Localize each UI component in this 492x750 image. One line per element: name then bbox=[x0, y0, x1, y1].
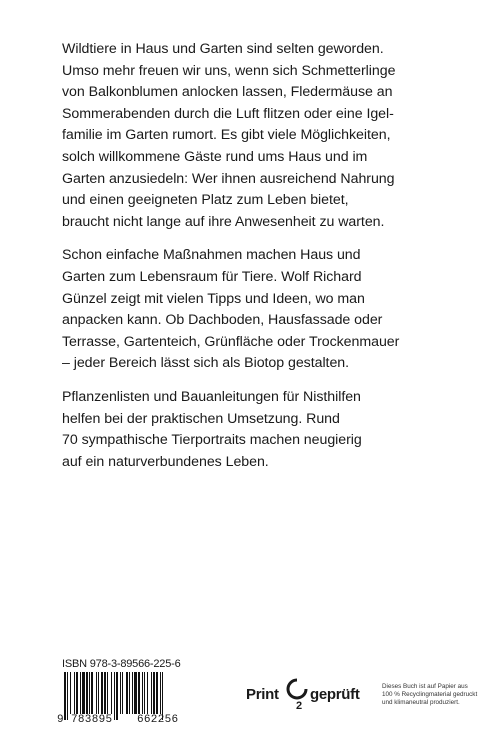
text-line: 70 sympathische Tierportraits machen neugierig bbox=[62, 432, 362, 449]
barcode-bar bbox=[144, 672, 145, 714]
barcode-bar bbox=[114, 672, 115, 720]
paragraph-2 bbox=[62, 245, 400, 375]
text-line: Günzel zeigt mit vielen Tipps und Ideen, wo man bbox=[62, 290, 365, 307]
barcode-bar bbox=[89, 672, 90, 714]
recycling-note bbox=[382, 683, 478, 708]
logo-ring-icon bbox=[286, 678, 308, 700]
logo-gepruft-text: geprüft bbox=[310, 686, 360, 703]
barcode-bar bbox=[138, 672, 140, 714]
barcode-bar bbox=[147, 672, 148, 714]
barcode-bar bbox=[67, 672, 68, 720]
note-line: Dieses Buch ist auf Papier aus bbox=[382, 683, 468, 690]
text-line: helfen bei der praktischen Umsetzung. Rund bbox=[62, 410, 340, 427]
barcode-bar bbox=[91, 672, 93, 714]
barcode-bar bbox=[80, 672, 81, 714]
text-line: Wildtiere in Haus und Garten sind selten geworden. bbox=[62, 41, 384, 57]
text-line: Garten anzusiedeln: Wer ihnen ausreichend Nahrung bbox=[62, 170, 395, 187]
barcode-digit-lead: 9 bbox=[57, 714, 64, 726]
barcode-bar bbox=[134, 672, 137, 714]
barcode-bar bbox=[104, 672, 106, 714]
text-line: anpacken kann. Ob Dachboden, Hausfassade oder bbox=[62, 312, 383, 329]
barcode-bar bbox=[107, 672, 108, 714]
logo-print-text: Print bbox=[246, 686, 279, 703]
blurb-text bbox=[62, 39, 400, 485]
barcode-bar bbox=[76, 672, 78, 714]
text-line: braucht nicht lange auf ihre Anwesenheit zu warten. bbox=[62, 213, 385, 230]
paragraph-1 bbox=[62, 39, 396, 233]
text-line: Pflanzenlisten und Bauanleitungen für Nisthilfen bbox=[62, 388, 361, 405]
logo-subscript: 2 bbox=[296, 700, 303, 712]
barcode-digits-right: 662256 bbox=[137, 714, 179, 726]
text-line: Sommerabenden durch die Luft flitzen oder eine Igel- bbox=[62, 105, 394, 122]
barcode-bar bbox=[122, 672, 123, 714]
text-line: solch willkommene Gäste rund ums Haus und im bbox=[62, 148, 368, 165]
barcode-bar bbox=[101, 672, 103, 714]
barcode-bar bbox=[162, 672, 163, 720]
text-line: Terrasse, Gartenteich, Grünfläche oder Trockenmauer bbox=[62, 333, 400, 350]
barcode-icon bbox=[62, 672, 196, 720]
text-line: von Balkonblumen anlocken lassen, Fledermäuse an bbox=[62, 84, 393, 101]
barcode-bar bbox=[111, 672, 112, 714]
print-gepruft-logo bbox=[246, 676, 376, 716]
text-line: auf ein naturverbundenes Leben. bbox=[62, 453, 269, 470]
barcode-bar bbox=[132, 672, 133, 714]
barcode-bar bbox=[120, 672, 121, 714]
barcode-bar bbox=[82, 672, 85, 714]
barcode-bar bbox=[156, 672, 158, 714]
text-line: – jeder Bereich lässt sich als Biotop gestalten. bbox=[62, 355, 350, 372]
barcode-bar bbox=[96, 672, 97, 714]
note-line: und klimaneutral produziert. bbox=[382, 699, 460, 707]
text-line: Schon einfache Maßnahmen machen Haus und bbox=[62, 247, 361, 264]
barcode-bar bbox=[126, 672, 128, 714]
note-line: 100 % Recyclingmaterial gedruckt bbox=[382, 691, 478, 699]
barcode-bar bbox=[129, 672, 130, 714]
isbn-label: ISBN 978-3-89566-225-6 bbox=[62, 658, 181, 670]
barcode-bar bbox=[151, 672, 152, 714]
barcode-digits-left: 783895 bbox=[71, 714, 113, 726]
text-line: und einen geeigneten Platz zum Leben bietet, bbox=[62, 192, 349, 209]
text-line: Garten zum Lebensraum für Tiere. Wolf Richard bbox=[62, 268, 362, 285]
barcode-bar bbox=[142, 672, 143, 714]
barcode-bar bbox=[74, 672, 75, 714]
text-line: familie im Garten rumort. Es gibt viele Möglichkeiten, bbox=[62, 127, 391, 144]
barcode-bar bbox=[153, 672, 155, 714]
paragraph-3 bbox=[62, 387, 392, 473]
barcode-bar bbox=[160, 672, 161, 714]
barcode-bar bbox=[98, 672, 99, 714]
barcode-bar bbox=[116, 672, 118, 720]
barcode-bar bbox=[70, 672, 71, 714]
barcode-bar bbox=[86, 672, 88, 714]
text-line: Umso mehr freuen wir uns, wenn sich Schmetterlinge bbox=[62, 62, 396, 79]
barcode-bar bbox=[64, 672, 66, 720]
